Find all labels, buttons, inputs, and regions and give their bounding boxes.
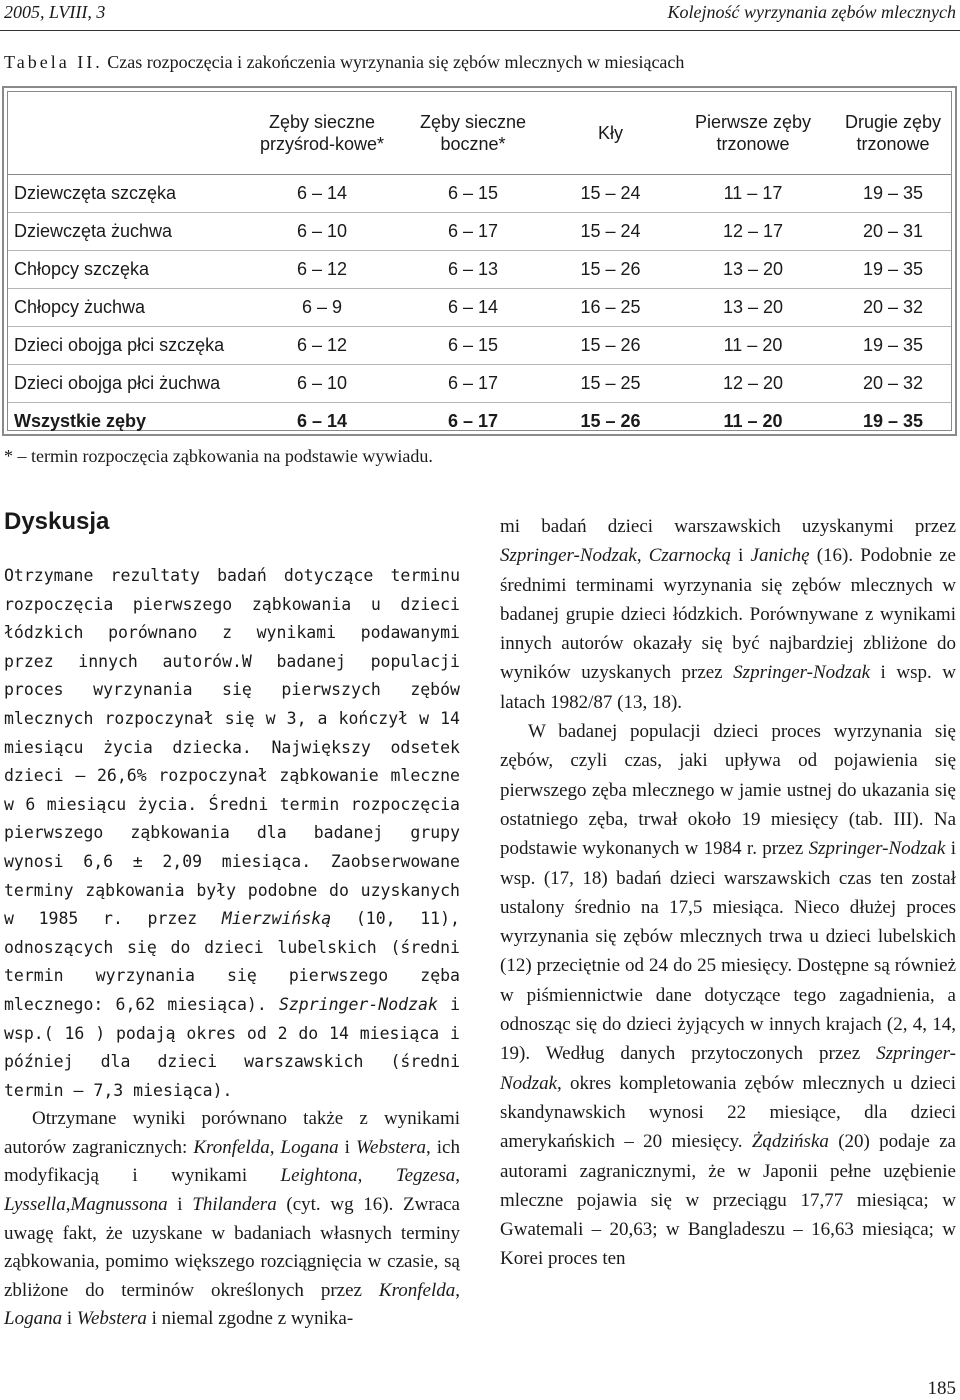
paragraph: Otrzymane rezultaty badań dotyczące terminu rozpoczęcia pierwszego ząbkowania u dzieci łódzkich porównano z wynikami podawanymi przez innych autorów.W badanej populacji proces wyrzynania się pierwszych zębów mlecznych rozpoczynał się w 3, a kończył w 14 miesiącu życia dziecka. Największy odsetek dzieci – 26,6% rozpoczynał ząbkowanie mleczne w 6 miesiącu życia. Średni termin rozpoczęcia pierwszego ząbkowania dla badanej grupy wynosi 6,6 ± 2,09 miesiąca. Zaobserwowane terminy ząbkowania były podobne do uzyskanych w 1985 r. przez Mierzwińską (10, 11), odnoszących się do dzieci lubelskich (średni termin wyrzynania się pierwszego zęba mlecznego: 6,62 miesiąca). Szpringer-Nodzak i wsp.( 16 ) podają okres od 2 do 14 miesiąca i później dla dzieci warszawskich (średni termin – 7,3 miesiąca).: [4, 566, 460, 1100]
table-cell: 6 – 14: [296, 411, 348, 431]
table-cell: 11 – 20: [723, 335, 783, 355]
table-cell: 15 – 24: [580, 183, 641, 203]
table-cell: 6 – 17: [447, 411, 499, 431]
row-label-cell: Chłopcy szczęka: [14, 259, 150, 279]
table-caption-text: Czas rozpoczęcia i zakończenia wyrzynania się zębów mlecznych w miesiącach: [107, 52, 685, 72]
row-label-cell: Wszystkie zęby: [14, 411, 147, 431]
table-cell: 6 – 10: [296, 373, 348, 393]
row-label-cell: Dzieci obojga płci szczęka: [14, 335, 225, 355]
table-cell: 15 – 26: [580, 335, 641, 355]
table-header-cell: [8, 92, 248, 174]
table-cell: 15 – 24: [580, 221, 641, 241]
table-cell: 6 – 15: [447, 335, 499, 355]
table-cell: 12 – 17: [722, 221, 784, 241]
paragraph: mi badań dzieci warszawskich uzyskanymi przez Szpringer-Nodzak, Czarnocką i Janichę (16). Podobnie ze średnimi terminami wyrzynania się zębów mlecznych w badanej grupie dzieci łódzkich. Porównywane z wynikami innych autorów okazały się być najbardziej zbliżone do wyników uzyskanych przez Szpringer-Nodzak i wsp. w latach 1982/87 (13, 18).: [500, 516, 956, 713]
table-cell: 6 – 12: [296, 259, 348, 279]
table-cell: 6 – 17: [447, 373, 499, 393]
table-header-cell: Zęby sieczne boczne*: [419, 112, 527, 154]
table-cell: 11 – 20: [723, 411, 783, 431]
table-cell: 19 – 35: [862, 335, 924, 355]
data-table-inner: [7, 91, 952, 431]
table-header-cell: Kły: [597, 123, 623, 143]
table-row: [8, 364, 951, 402]
section-heading: Dyskusja: [4, 508, 110, 535]
right-text-column: [500, 512, 956, 1274]
table-cell: 6 – 14: [296, 183, 348, 203]
table-cell: 13 – 20: [722, 297, 784, 317]
table-cell: 6 – 9: [301, 297, 343, 317]
table-cell: 15 – 26: [580, 259, 641, 279]
table-cell: 20 – 32: [862, 297, 924, 317]
paragraph: Otrzymane wyniki porównano także z wynikami autorów zagranicznych: Kronfelda, Logana i Webstera, ich modyfikacją i wynikami Leightona, Tegzesa, Lyssella,Magnussona i Thilandera (cyt. wg 16). Zwraca uwagę fakt, że uzyskane w badaniach własnych terminy ząbkowania, pomimo większego rozciągnięcia w czasie, są zbliżone do terminów określonych przez Kronfelda, Logana i Webstera i niemal zgodne z wynika-: [4, 1108, 461, 1330]
running-header-left: 2005, LVIII, 3: [4, 2, 106, 22]
table-cell: 20 – 32: [862, 373, 924, 393]
table-header-cell: Pierwsze zęby trzonowe: [694, 112, 812, 154]
table-cell: 12 – 20: [722, 373, 784, 393]
table-cell: 19 – 35: [862, 259, 924, 279]
table-row: [8, 250, 951, 288]
left-text-column: [4, 508, 460, 1334]
table-cell: 6 – 10: [296, 221, 348, 241]
table-row: [8, 402, 951, 440]
table-row: [8, 174, 951, 212]
header-rule: [0, 30, 960, 31]
row-label-cell: Chłopcy żuchwa: [14, 297, 146, 317]
table-cell: 20 – 31: [862, 221, 924, 241]
table-cell: 15 – 25: [580, 373, 641, 393]
table-cell: 19 – 35: [862, 411, 924, 431]
table-cell: 19 – 35: [862, 183, 924, 203]
table-row: [8, 326, 951, 364]
table-cell: 6 – 14: [447, 297, 499, 317]
paragraph: W badanej populacji dzieci proces wyrzynania się zębów, czyli czas, jaki upływa od pojawienia się pierwszego zęba mlecznego w jamie ustnej do ukazania się ostatniego zęba, trwał około 19 miesięcy (tab. III). Na podstawie wykonanych w 1984 r. przez Szpringer-Nodzak i wsp. (17, 18) badań dzieci warszawskich czas ten został ustalony średnio na 17,5 miesiąca. Nieco dłużej proces wyrzynania się zębów mlecznych trwa u dzieci lubelskich (12) przeciętnie od 24 do 25 miesięcy. Dostępne są również w piśmiennictwie dane dotyczące tego zagadnienia, a odnosząc się do dzieci żyjących w innych krajach (2, 4, 14, 19). Według danych przytoczonych przez Szpringer-Nodzak, okres kompletowania zębów mlecznych u dzieci skandynawskich wynosi 22 miesiące, dla dzieci amerykańskich – 20 miesięcy. Żądzińska (20) podaje za autorami zagranicznymi, że w Japonii pełne uzębienie mleczne pojawia się w przeciągu 17,77 miesiąca; w Gwatemali – 20,63; w Bangladeszu – 16,63 miesiąca; w Korei proces ten: [500, 721, 956, 1270]
table-caption-label: Tabela II.: [4, 52, 103, 72]
table-header-cell: Drugie zęby trzonowe: [844, 112, 942, 154]
table-row: [8, 212, 951, 250]
table-cell: 13 – 20: [722, 259, 784, 279]
page-number: 185: [927, 1378, 956, 1399]
table-caption: [4, 52, 684, 73]
table-cell: 11 – 17: [723, 183, 783, 203]
table-cell: 6 – 15: [447, 183, 499, 203]
table-cell: 6 – 17: [447, 221, 499, 241]
table-header-cell: Zęby sieczne przyśrod-kowe*: [259, 112, 385, 154]
row-label-cell: Dziewczęta żuchwa: [14, 221, 173, 241]
table-cell: 16 – 25: [580, 297, 641, 317]
table-cell: 15 – 26: [580, 411, 641, 431]
table-cell: 6 – 13: [447, 259, 499, 279]
table-row: [8, 288, 951, 326]
running-header-right: Kolejność wyrzynania zębów mlecznych: [667, 2, 956, 22]
row-label-cell: Dziewczęta szczęka: [14, 183, 177, 203]
data-table: [2, 86, 957, 436]
table-footnote: * – termin rozpoczęcia ząbkowania na podstawie wywiadu.: [4, 446, 433, 466]
row-label-cell: Dzieci obojga płci żuchwa: [14, 373, 221, 393]
table-cell: 6 – 12: [296, 335, 348, 355]
